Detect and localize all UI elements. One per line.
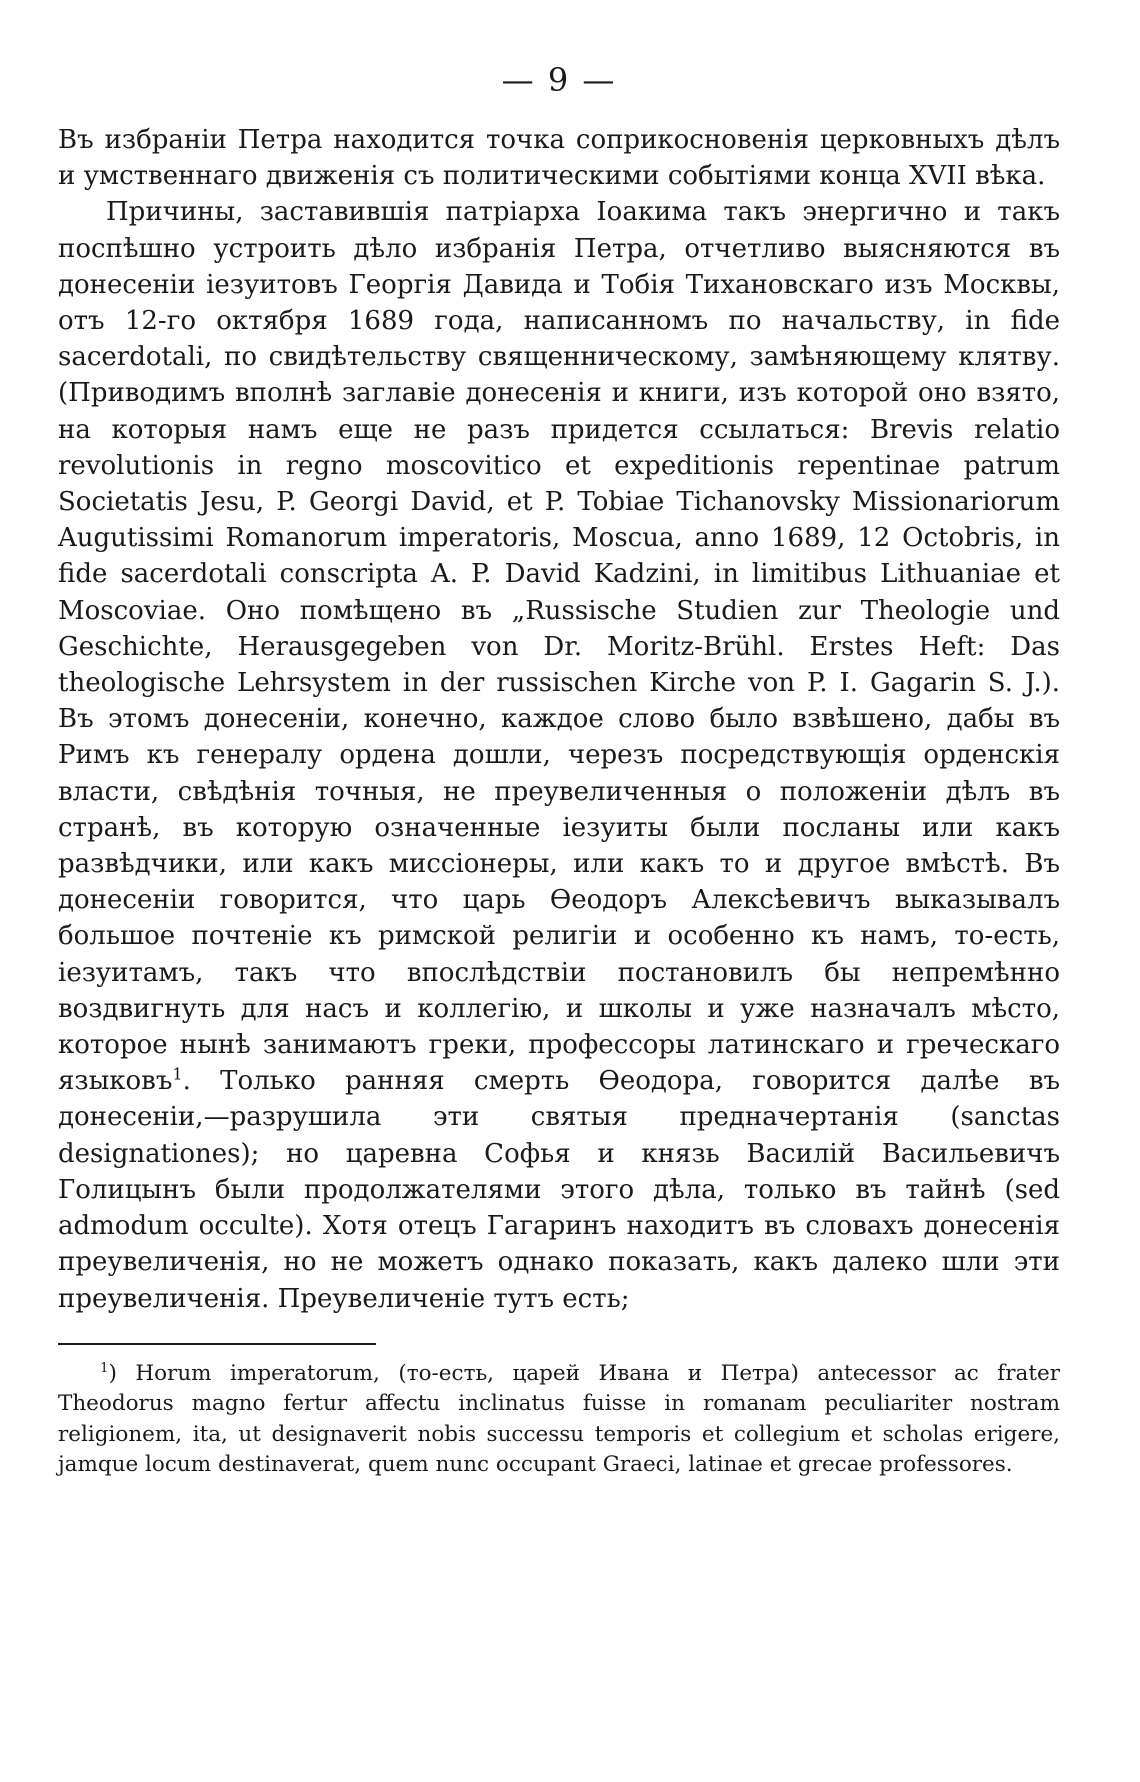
- paragraph-2-text: Причины, заставившія патріарха Іоакима такъ энергично и такъ поспѣшно устроить дѣло избранія Петра, отчетливо выясняются въ донесеніи іезуитовъ Георгія Давида и Тобія Тихановскаго изъ Москвы, отъ 12-го октября 1689 года, написанномъ по начальству, in fide sacerdotali, по свидѣтельству священническому, замѣняющему клятву. (Приводимъ вполнѣ заглавіе донесенія и книги, изъ которой оно взято, на которыя намъ еще не разъ придется ссылаться: Brevis relatio revolutionis in regno moscovitico et expeditionis repentinae patrum Societatis Jesu, P. Georgi David, et P. Tobiae Tichanovsky Missionariorum Augutissimi Romanorum imperatoris, Moscua, anno 1689, 12 Octobris, in fide sacerdotali conscripta A. P. David Kadzini, in limitibus Lithuaniae et Moscoviae. Оно помѣщено въ „Russische Studien zur Theologie und Geschichte, Herausgegeben von Dr. Moritz-Brühl. Erstes Heft: Das theologische Lehrsystem in der russischen Kirche von P. I. Gagarin S. J.). Въ этомъ донесеніи, конечно, каждое слово было взвѣшено, дабы въ Римъ къ генералу ордена дошли, черезъ посредствующія орденскія власти, свѣдѣнія точныя, не преувеличенныя о положеніи дѣлъ въ странѣ, въ которую означенные іезуиты были посланы или какъ развѣдчики, или какъ миссіонеры, или какъ то и другое вмѣстѣ. Въ донесеніи говорится, что царь Ѳеодоръ Алексѣевичъ выказывалъ большое почтеніе къ римской религіи и особенно къ намъ, то-есть, іезуитамъ, такъ что впослѣдствіи постановилъ бы непремѣнно воздвигнуть для насъ и коллегію, и школы и уже назначалъ мѣсто, которое нынѣ занимаютъ греки, профессоры латинскаго и греческаго языковъ: [58, 197, 1060, 1097]
- paragraph-1: Въ избраніи Петра находится точка соприкосновенія церковныхъ дѣлъ и умственнаго движенія съ политическими событіями конца XVII вѣка.: [58, 125, 1060, 192]
- footnote-reference[interactable]: 1: [172, 1064, 183, 1084]
- page-number: — 9 —: [501, 61, 617, 99]
- paragraph-2: [58, 194, 1060, 1316]
- footnote: [58, 1359, 1060, 1481]
- footnote-text: ) Horum imperatorum, (то-есть, царей Ивана и Петра) antecessor ac frater Theodorus magno fertur affectu inclinatus fuisse in romanam peculiariter nostram religionem, ita, ut designaverit nobis successu temporis et collegium et scholas erigere, jamque locum destinaverat, quem nunc occupant Graeci, latinae et grecae professores.: [58, 1360, 1060, 1478]
- document-page: [58, 56, 1060, 1481]
- footnote-divider: [58, 1343, 376, 1345]
- footnote-marker: 1: [100, 1360, 109, 1376]
- paragraph-2-tail: . Только ранняя смерть Ѳеодора, говорится далѣе въ донесеніи,—разрушила эти святыя предначертанія (sanctas designationes); но царевна Софья и князь Василій Васильевичъ Голицынъ были продолжателями этого дѣла, только въ тайнѣ (sed admodum occulte). Хотя отецъ Гагаринъ находитъ въ словахъ донесенія преувеличенія, но не можетъ однако показать, какъ далеко шли эти преувеличенія. Преувеличеніе тутъ есть;: [58, 1066, 1060, 1314]
